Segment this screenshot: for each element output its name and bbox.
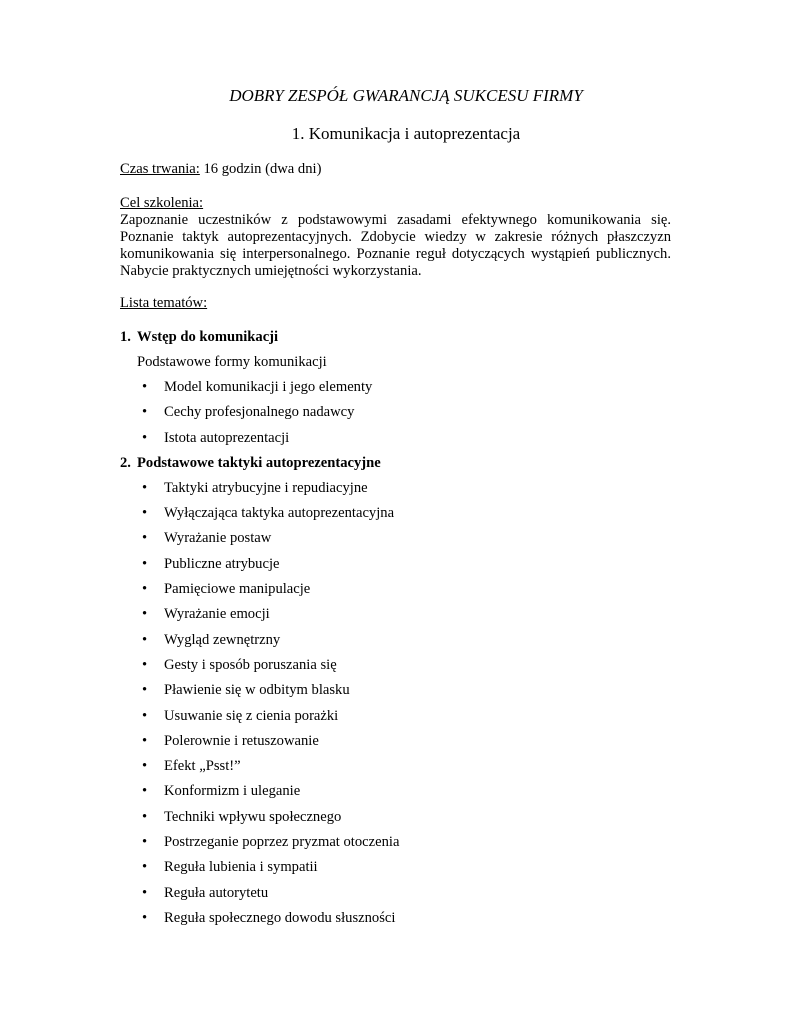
list-item xyxy=(120,379,680,396)
list-item-text: Usuwanie się z cienia porażki xyxy=(164,707,339,724)
document-subtitle: 1. Komunikacja i autoprezentacja xyxy=(291,124,521,143)
bullet-icon: • xyxy=(142,732,148,749)
list-item-text: Reguła autorytetu xyxy=(164,884,269,901)
list-item xyxy=(120,657,680,674)
goal-block xyxy=(120,195,671,280)
section-1 xyxy=(120,329,680,447)
duration-value: 16 godzin (dwa dni) xyxy=(199,161,322,177)
bullet-icon: • xyxy=(142,631,148,648)
bullet-icon: • xyxy=(142,884,148,901)
list-item-text: Cechy profesjonalnego nadawcy xyxy=(164,404,355,421)
list-item-text: Polerownie i retuszowanie xyxy=(164,732,319,749)
list-item-text: Wyrażanie postaw xyxy=(164,530,272,547)
bullet-icon: • xyxy=(142,808,148,825)
bullet-icon: • xyxy=(142,379,148,395)
list-item-text: Gesty i sposób poruszania się xyxy=(164,656,337,673)
list-item-text: Model komunikacji i jego elementy xyxy=(164,379,373,395)
section-heading xyxy=(120,329,680,346)
bullet-icon: • xyxy=(142,859,148,876)
list-item xyxy=(120,632,680,649)
section-number: 1. xyxy=(120,329,131,345)
list-item-text: Wyrażanie emocji xyxy=(164,606,270,623)
list-item-text: Postrzeganie poprzez pryzmat otoczenia xyxy=(164,834,400,851)
list-item xyxy=(120,404,680,421)
list-item xyxy=(120,480,680,497)
topics-label: Lista tematów: xyxy=(120,295,208,311)
section-intro: Podstawowe formy komunikacji xyxy=(137,354,327,370)
bullet-icon: • xyxy=(142,909,148,926)
list-item xyxy=(120,834,680,851)
list-item xyxy=(120,885,680,902)
bullet-icon: • xyxy=(142,530,148,547)
list-item xyxy=(120,430,680,447)
list-item-text: Taktyki atrybucyjne i repudiacyjne xyxy=(164,479,368,496)
list-item-text: Techniki wpływu społecznego xyxy=(164,808,342,825)
list-item-text: Efekt „Psst!” xyxy=(164,758,241,775)
bullet-icon: • xyxy=(142,656,148,673)
list-item xyxy=(120,682,680,699)
bullet-icon: • xyxy=(142,404,148,421)
section-number: 2. xyxy=(120,454,131,471)
bullet-icon: • xyxy=(142,707,148,724)
section-2 xyxy=(120,455,680,927)
list-item xyxy=(120,505,680,522)
list-item xyxy=(120,758,680,775)
topics-list xyxy=(120,329,680,935)
duration-line xyxy=(120,161,321,178)
bullet-icon: • xyxy=(142,758,148,775)
bullet-list xyxy=(120,379,680,447)
list-item-text: Konformizm i uleganie xyxy=(164,783,301,800)
goal-text: Zapoznanie uczestników z podstawowymi zasadami efektywnego komunikowania się. Poznanie taktyk autoprezentacyjnych. Zdobycie wiedzy w zakresie różnych płaszczyzn komunikowania się interpersonalnego. Poznanie reguł dotyczących wystąpień publicznych. Nabycie praktycznych umiejętności wykorzystania. xyxy=(120,212,671,279)
list-item xyxy=(120,809,680,826)
document-title: DOBRY ZESPÓŁ GWARANCJĄ SUKCESU FIRMY xyxy=(229,86,583,105)
section-heading xyxy=(120,455,680,472)
bullet-icon: • xyxy=(142,783,148,800)
list-item xyxy=(120,910,680,927)
duration-label: Czas trwania: xyxy=(120,161,200,177)
list-item xyxy=(120,530,680,547)
bullet-icon: • xyxy=(142,429,148,446)
list-item-text: Pamięciowe manipulacje xyxy=(164,581,311,598)
goal-label: Cel szkolenia: xyxy=(120,195,204,211)
bullet-icon: • xyxy=(142,834,148,851)
list-item xyxy=(120,606,680,623)
list-item xyxy=(120,783,680,800)
bullet-icon: • xyxy=(142,682,148,699)
bullet-icon: • xyxy=(142,606,148,623)
bullet-icon: • xyxy=(142,505,148,522)
list-item-text: Pławienie się w odbitym blasku xyxy=(164,682,350,699)
list-item xyxy=(120,581,680,598)
list-item-text: Istota autoprezentacji xyxy=(164,429,290,446)
section-title: Wstęp do komunikacji xyxy=(137,329,279,345)
list-item-text: Wygląd zewnętrzny xyxy=(164,631,281,648)
bullet-icon: • xyxy=(142,479,148,496)
list-item-text: Publiczne atrybucje xyxy=(164,555,280,572)
list-item xyxy=(120,556,680,573)
list-item xyxy=(120,733,680,750)
list-item xyxy=(120,708,680,725)
list-item-text: Wyłączająca taktyka autoprezentacyjna xyxy=(164,505,395,522)
bullet-list xyxy=(120,480,680,927)
section-title: Podstawowe taktyki autoprezentacyjne xyxy=(137,454,381,471)
list-item-text: Reguła społecznego dowodu słuszności xyxy=(164,909,396,926)
list-item-text: Reguła lubienia i sympatii xyxy=(164,859,318,876)
list-item xyxy=(120,859,680,876)
bullet-icon: • xyxy=(142,555,148,572)
bullet-icon: • xyxy=(142,581,148,598)
